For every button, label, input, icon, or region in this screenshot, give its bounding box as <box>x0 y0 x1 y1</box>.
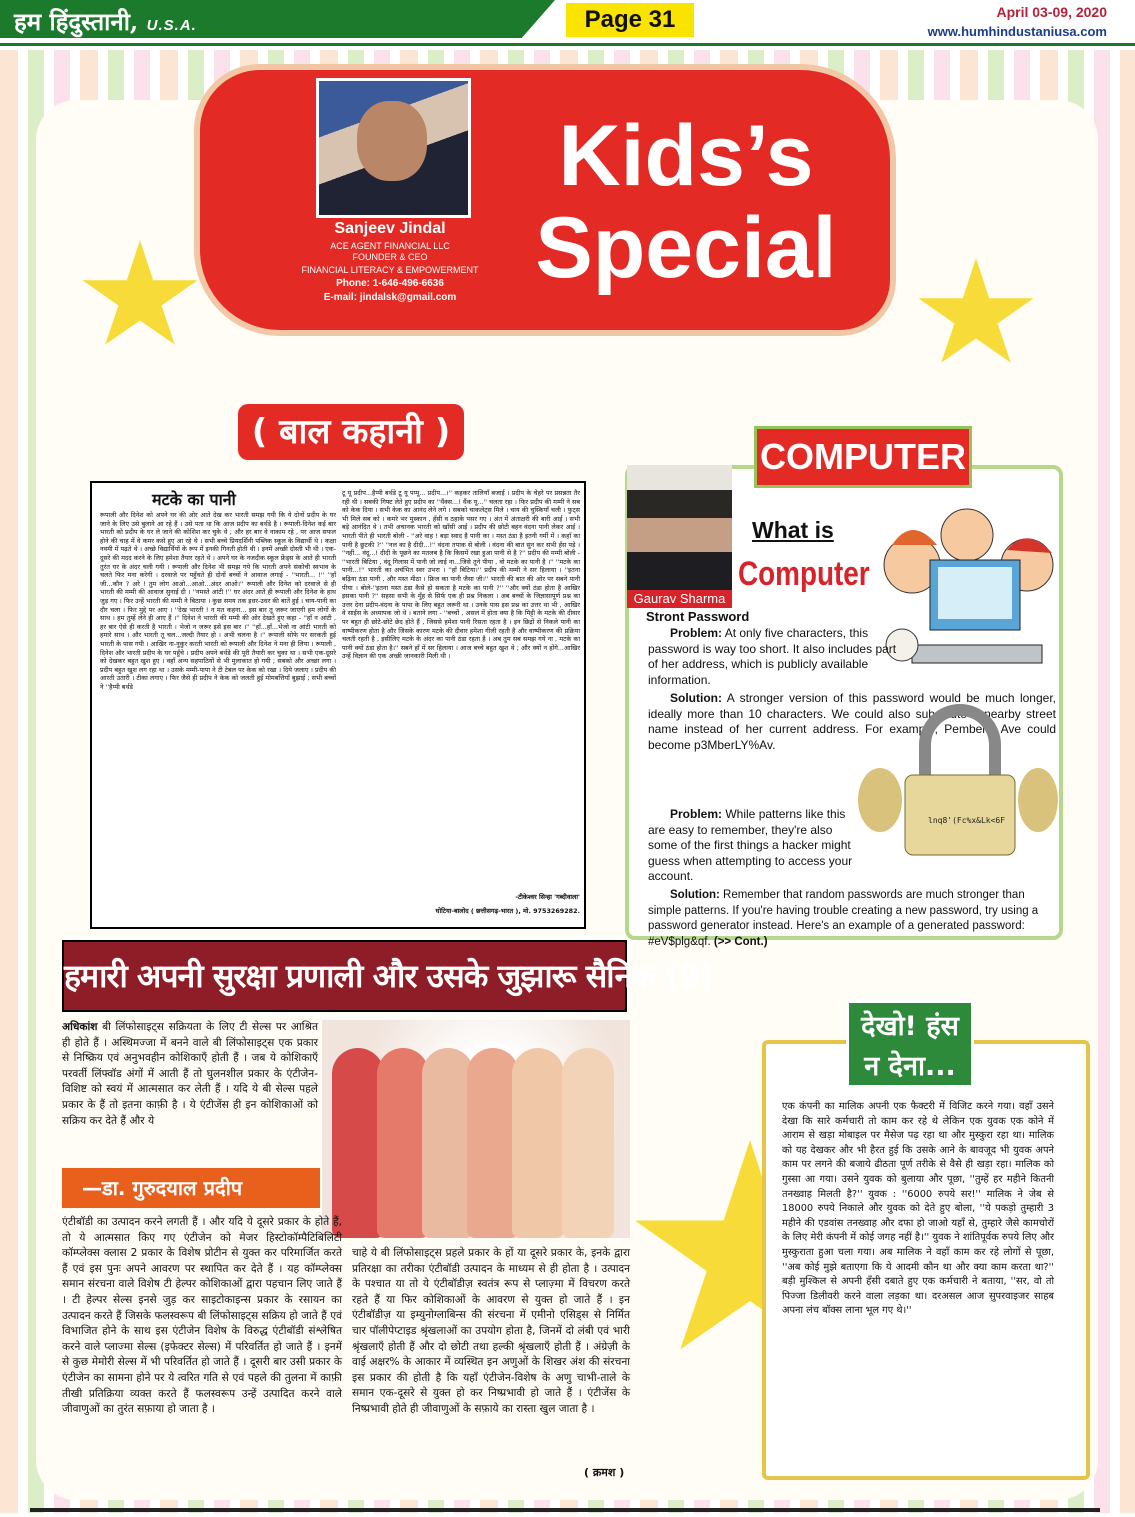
story-address: घोटिया-बालोद ( छत्तीसगढ़-भारत ), मो. 9753269282. <box>435 907 580 915</box>
joke-heading <box>846 1000 974 1088</box>
paper-name: हम हिंदुस्तानी, U.S.A. <box>14 7 197 36</box>
footer-rule <box>30 1508 1100 1512</box>
story-column-1: रूपाली और दिनेश को अपने घर की ओर आते देख कर भारती समझ गयी कि ये दोनों प्रदीप के घर जाने के लिए उसे बुलाने आ रहे हैं । उसे पता था कि आज प्रदीप का बर्थडे है । रूपाली-दिनेश कई बार भारती को प्रदीप के घर ले जाने की कोशिश कर चुके थे ; और हर बार वे नाकाम रहे , पर आज सफल होने की चाह में वे कमर कसे हुए आ रहे थे । सभी बच्चे प्रियदर्शिनी पब्लिक स्कूल के विद्यार्थी थे । कक्षा नवमी में पढ़ते थे । अच्छे विद्यार्थियों के रूप में इनकी गिनती होती थी । इनमें अच्छी दोस्ती भी थी । एक-दूसरे की मदद करने के लिए हमेशा तैयार रहते थे । अपने घर के नजदीक स्कूल फ्रेंड्स के आते ही भारती तुरंत घर के अंदर चली गयी । रूपाली और दिनेश भी समझ गये कि भारती अपने संकोची स्वभाव के चलते फिर मना करेगी । दरवाजे पर पहुँचते ही दोनों बच्चों ने आवाज लगाई - ''भारती... !'' ''हाँ जी...कौन ? अरे ! तुम लोग आओ...आओ...अंदर आओ।'' रूपाली और दिनेश को दरवाजे से ही भारती की मम्मी की आवाज सुनाई दी । ''नमस्ते आंटी !'' घर अंदर आते ही रूपाली और दिनेश के हाथ जुड़ गए । फिर उन्हें भारती की मम्मी ने बिठाया । कुछ समय तक इधर-उधर की बातें हुई । चाय-पानी का दौर चला । फिर मुद्दे पर आए । ''देख भारती ! न मत कहना... इस बार तू जरूर जाएगी हम लोगों के साथ । हम तुम्हें लेने ही आए हैं ।'' दिनेश ने भारती की मम्मी की ओर देखते हुए कहा - ''हाँ न आंटी , हर बार ऐसे ही करती है भारती । भेजो न जरूर इसे इस बार ।'' ''हाँ...हाँ...भेजो ना आंटी भारती को हमारे साथ । और भारती तू चल...जल्दी तैयार हो । अभी चलना है ।'' रूपाली सोफे पर सरकती हुई भारती के पास गयी । आखिर ना-नुकुर करती भारती को रूपाली और दिनेश ने मना ही लिया । रूपाली , दिनेश और भारती प्रदीप के घर पहुँचे । प्रदीप अपने बर्थडे की पूरी तैयारी कर चुका था । सभी एक-दूसरे को देखकर बहुत खुश हुए । वहाँ अन्य सहपाठियों से भी मुलाकात हो गयी ; सबको और अच्छा लगा । प्रदीप बहुत खुश लग रहा था । उसके मम्मी-पापा ने टी टेबल पर केक को रखा । दिये जलाए । प्रदीप की आरती उतारी । टीका लगाए । फिर जैसे ही प्रदीप ने केक को जलती हुई मोमबत्तियाँ बुझाई ; सभी बच्चों ने ''हैप्पी बर्थडे <box>100 511 336 691</box>
security-author: —डा. गुरुदयाल प्रदीप <box>62 1168 320 1208</box>
to-be-continued: ( क्रमश ) <box>584 1466 625 1479</box>
email[interactable]: E-mail: jindalsk@gmail.com <box>323 292 457 303</box>
figure-5 <box>512 1048 564 1238</box>
person-name: Sanjeev Jindal <box>334 220 446 237</box>
story-title: मटके का पानी <box>152 490 236 509</box>
joke-heading-line1: देखो! हंस <box>861 1011 959 1042</box>
computer-heading: COMPUTER <box>754 426 972 488</box>
security-column-2: चाहे ये बी लिंफोसाइट्स प्रहले प्रकार के हों या दूसरे प्रकार के, इनके द्वारा प्रतिरक्षा का तरीका एंटीबॉडी उत्पादन के माध्यम से ही होता है । उत्पादन के पश्चात या तो ये एंटीबॉडीज़ स्वतंत्र रूप से प्लाज़्मा में विचरण करते रहते हैं या फिर कोशिकाओं के आवरण से युक्त हो जाते हैं । इन एंटीबॉडीज़ या इम्युनोग्लाबिन्स की संरचना में एमीनो एसिड्स से निर्मित चार पॉलीपेप्टाइड श्रृंखलाओं का उपयोग होता है, जिनमें दो लंबी एवं भारी श्रृंखलाएँ होती हैं और दो छोटी तथा हल्की श्रृंखलाएँ होती हैं । अंग्रेज़ी के वाई अक्षर% के आकार में व्यस्थित इन अणुओं के शिखर अंश की संरचना इस प्रकार की होती है कि यहाँ एंटीजेन-विशेष के अणु चाभी-ताले के समान एक-दूसरे से युक्त हो कर निष्प्रभावी हो जाते हैं । एंटीजेंस के निष्प्रभावी होते ही जीवाणुओं के सफ़ाये का रास्ता खुल जाता है । <box>352 1247 630 1415</box>
solution-1-text: A stronger version of this password would be much longer, ideally more than 10 characters. We could also substitute a nearby street name instead of her current address. For example, Pemberly Ave could become p3MberLY%Av. <box>648 691 1056 752</box>
kids-special-title <box>506 110 866 294</box>
story-box <box>90 481 586 929</box>
role: FOUNDER & CEO <box>352 252 428 262</box>
issue-date: April 03-09, 2020 <box>996 4 1107 20</box>
solution-2 <box>648 888 1056 950</box>
intro-text: बी लिंफोसाइट्स सक्रियता के लिए टी सेल्स पर आश्रित ही होते हैं । अस्थिमज्जा में बनने वाले बी लिंफोसाइट्स एक प्रकार से निष्क्रिय एवं अनुभवहीन कोशिकाएँ होती हैं । जब ये कोशिकाएँ परवर्ती लिंफ्वॉड अंगों में आती हैं तो घुलनशील प्रकार के एंटीजेन-विशिष्ट को स्वयं में आत्मसात कर लेती हैं । यदि ये बी सेल्स पहले प्रकार के हैं तो इतना काफ़ी है । ये एंटीजेंस ही इन कोशिकाओं को सक्रिय कर देते हैं और ये <box>62 1021 318 1127</box>
page-number: Page 31 <box>566 3 694 37</box>
problem-2-text: While patterns like this are easy to remember, they're also some of the first things a hacker might guess when attempting to access your account. <box>648 807 853 883</box>
anatomy-figures-image <box>322 1020 630 1238</box>
security-headline: हमारी अपनी सुरक्षा प्रणाली और उसके जुझारू सैनिक (9) <box>62 940 627 1012</box>
solution-1-continued <box>648 723 856 803</box>
joke-heading-line2: न देना... <box>864 1051 956 1082</box>
story-column-2: टू यू प्रदीप...हैप्पी बर्थडे टू यू पप्पू... प्रदीप...।'' कहकर तालियाँ बजाई । प्रदीप के चेहरे पर प्रसन्नता तैर रही थी । सबकी गिफ्ट लेते हुए प्रदीप का ''थैंक्स...! थैंक यू...'' चलता रहा । फिर प्रदीप की मम्मी ने सब को केक दिया । सभी केक का आनंद लेने लगे । सबको चाकलेट्स मिले । चाय की चुस्कियाँ चली । फुट्स भी मिले सब को । कमरे भर मुस्कान , हँसी व ठहाके पसर गए । अंत में अंताक्षरी की बारी आई । सभी बड़े आनंदित थे । तभी अचानक भारती को खाँसी आई । प्रदीप की छोटी बहन वंदना पानी लेकर आई । भारती पीते ही भारती बोली - ''अरे वाह ! बड़ा स्वाद है पानी का । मस्त ठंडा है इतनी गर्मी में । कहाँ का पानी है छुटकी ?'' ''नल का है दीदी...!'' वंदना तपाक से बोली । वंदना की बात सुन कर सभी हँस पड़े । ''नहीं... वंदू...! दीदी के पूछने का मतलब है कि किसमें रखा हुआ पानी से है ?'' प्रदीप की मम्मी बोली - ''भारती बिटिया , वंदू गिलास में पानी जो लाई ना...जिसे तूने पीया , वो मटके का पानी है ।'' ''मटके का पानी...!'' भारती का अचंभित स्वर उभरा । ''हाँ बिटिया।'' प्रदीप की मम्मी ने सर हिलाया । ''इतना बढ़िया ठंडा पानी , और मस्त मीठा । फ्रिज का पानी जैसा जी।'' भारती की बात की ओर पर सबने पानी पीया । बोले-''इतना मस्त ठंडा कैसे हो सकता है मटके का पानी ?'' ''और क्यों ठंडा होता है आखिर इसका पानी ?'' सहसा सभी के मुँह से सिर्फ एक ही प्रश्न निकला । अब बच्चों के जिज्ञासापूर्ण प्रश्न का उत्तर देना प्रदीप-वंदना के पापा के लिए बहुत जरूरी था । उनके पास इस प्रश्न का उत्तर था भी , आखिर वे साईंस के अध्यापक जो थे । बताने लगा - ''बच्चों , असल में होता क्या है कि मिट्टी के मटके की दीवार पर बहुत ही छोटे-छोटे छेद होते हैं , जिससे हमेशा पानी रिसता रहता है । इन छिद्रों से निकले पानी का वाष्पीकरण होता है और जिसके कारण मटके की दीवार हमेशा गीली रहती है और वाष्पीकरण की प्रक्रिया चलती रहती है , इसीलिए मटके के अंदर का पानी ठंडा रहता है । अब तुम सब समझ गये ना , मटके का पानी क्यों ठंडा होता है।'' सबने हाँ में सर हिलाया । आज बच्चे बहुत खुश थे ; और क्यों न होंगे...आखिर उन्हें विज्ञान की एक अच्छी जानकारी मिली थी । <box>342 489 580 661</box>
phone: Phone: 1-646-496-6636 <box>336 278 444 289</box>
computer-word: Computer <box>738 555 870 593</box>
problem-1-label: Problem: <box>670 626 723 640</box>
intro-lead: अधिकांश <box>62 1021 98 1033</box>
lock-password-text: lnq8'(Fc%x&Lk<6F <box>928 816 1006 825</box>
joke-text: एक कंपनी का मालिक अपनी एक फैक्टरी में विजिट करने गया। वहाँ उसने देखा कि सारे कर्मचारी तो काम कर रहे थे लेकिन एक युवक एक कोने में आराम से खड़ा मोबाइल पर मैसेज पढ़ रहा था और मुस्कुरा रहा था। मालिक को यह देखकर और भी हैरत हुई कि उसके आने के बावजूद भी युवक अपने काम पर लगने की बजाये ढीठता पूर्ण तरीके से वैसे ही खड़ा रहा। मालिक को गुस्सा आ गया। उसने युवक को बुलाया और पूछा, ''तुम्हें हर महीने कितनी तनख्वाह मिलती है?'' युवक : ''6000 रुपये सर!'' मालिक ने जेब से 18000 रुपये निकाले और युवक को देते हुए बोला, ''ये पकड़ो तुम्हारी 3 महीने की एडवांस तनख्वाह और दफा हो जाओ यहाँ से, तुम्हारे जैसे कामचोरों के लिए मेरी कंपनी में कोई जगह नहीं है।'' युवक ने शांतिपूर्वक रुपये लिए और मुस्कुराता हुआ चला गया। अब मालिक ने वहाँ काम कर रहे लोगों से पूछा, ''अब कोई मुझे बताएगा कि ये आदमी कौन था और क्या काम करता था?'' बड़ी मुश्किल से अपनी हँसी दबाते हुए एक कर्मचारी ने बताया, ''सर, वो तो पिज्जा डिलीवरी करने वाला लड़का था। दरअसल आज सुपरवाइजर साहब अपना लंच बॉक्स लाना भूल गए थे।'' <box>782 1101 1054 1317</box>
bal-kahani-heading: ( बाल कहानी ) <box>238 404 464 460</box>
problem-1 <box>648 626 903 688</box>
problem-1-text: At only five characters, this password is way too short. It also includes part of her address, which is publicly available information. <box>648 626 897 687</box>
header-rule <box>0 43 1135 46</box>
solution-2-text: Remember that random passwords are much stronger than simple patterns. If you're having trouble creating a new password, try using a password generator instead. Here's an example of a generated password: #eV$plg&qf. <box>648 889 1039 948</box>
story-byline: -टीकेश्वर सिन्हा 'गब्दीवाला' <box>515 893 580 901</box>
title-line2: Special <box>535 200 837 296</box>
website-link[interactable]: www.humhindustaniusa.com <box>927 24 1107 39</box>
padlock-illustration <box>860 705 1055 865</box>
continued-label: (>> Cont.) <box>713 935 768 948</box>
title-line1: Kids’s <box>558 108 814 204</box>
security-intro <box>62 1020 318 1160</box>
gaurav-sharma-photo <box>627 465 732 605</box>
solution-1-label: Solution: <box>670 691 722 705</box>
paper-suffix: U.S.A. <box>146 17 197 34</box>
sanjeev-jindal-photo <box>316 78 471 218</box>
what-is-label: What is <box>752 517 834 543</box>
problem-2 <box>648 807 854 887</box>
company: ACE AGENT FINANCIAL LLC <box>330 241 450 251</box>
author-name: Gaurav Sharma <box>627 590 732 608</box>
tagline: FINANCIAL LITERACY & EMPOWERMENT <box>301 265 479 275</box>
security-column-1: एंटीबॉडी का उत्पादन करने लगती हैं । और यदि ये दूसरे प्रकार के होते हैं, तो ये आत्मसात किए गए एंटीजेन को मेजर हिस्टोकॉम्पैटिबिलिटी कॉम्प्लेक्स क्लास 2 प्रकार के विशेष प्रोटीन से युक्त कर परिमार्जित करते हैं एवं इस पुनः अपने आवरण पर स्थापित कर देते हैं । यह कॉम्प्लेक्स समान संरचना वाले विशेष टी हेल्पर कोशिकाओं द्वारा पहचान लिए जाते हैं । टी हेल्पर सेल्स इनसे जुड़ कर साइटोकाइन्स प्रकार के रसायन का उत्पादन करते हैं जिसके फलस्वरूप बी लिंफोसाइट्स सक्रिय हो जाते हैं एवं विभाजित होने के साथ इस एंटीजेन विशेष के विरुद्ध एंटीबॉडी संश्लेषित करने वाले प्लाज्मा सेल्स (इफेक्टर सेल्स) में परिवर्तित हो जाते हैं । इनमें से कुछ मेमोरी सेल्स में भी परिवर्तित हो जाते हैं । दूसरी बार उसी प्रकार के एंटीजेन का सामना होने पर ये त्वरित गति से एवं पहले की तुलना में काफ़ी तीखी प्रतिक्रिया व्यक्त करते हैं फलस्वरूप उन्हें उत्पादित करने वाले जीवाणुओं का तुरंत सफ़ाया हो जाता है । <box>62 1216 342 1416</box>
solution-2-label: Solution: <box>670 889 720 901</box>
password-heading: Stront Password <box>646 609 750 624</box>
problem-2-label: Problem: <box>670 807 723 821</box>
figure-6 <box>562 1048 614 1238</box>
